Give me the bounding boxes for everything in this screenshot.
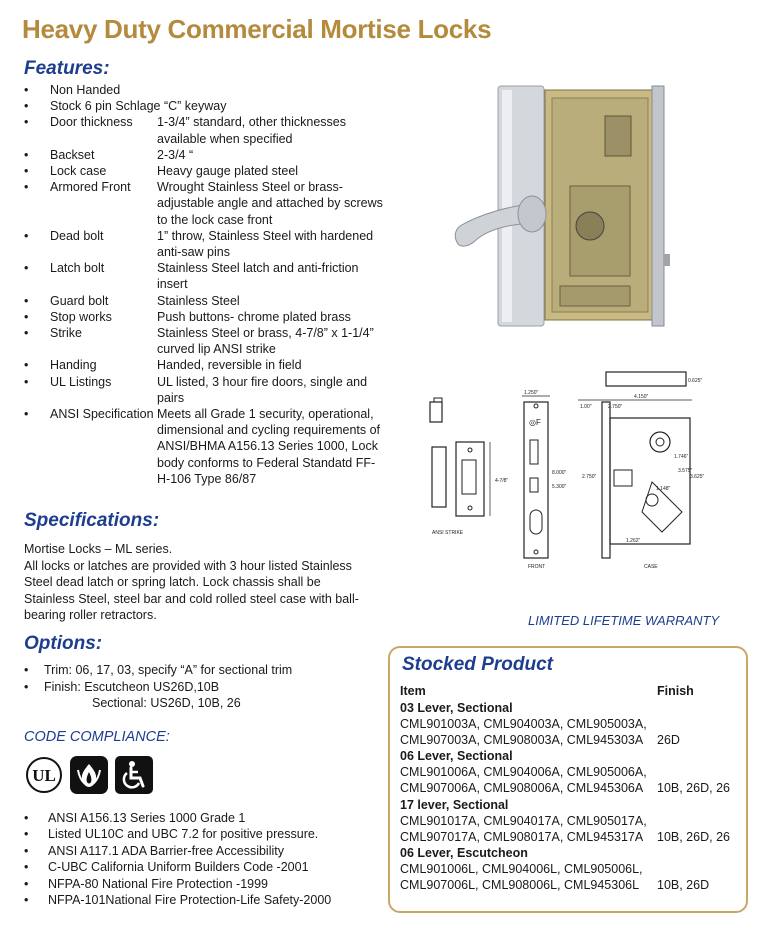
bullet: • — [24, 99, 29, 114]
product-codes-line: CML901003A, CML904003A, CML905003A, — [400, 717, 647, 732]
product-codes-line: CML901017A, CML904017A, CML905017A, — [400, 813, 647, 828]
wheelchair-icon — [115, 756, 153, 794]
feature-label: Backset — [50, 147, 95, 162]
options-heading: Options: — [24, 633, 103, 654]
feature-row — [24, 114, 384, 146]
bullet: • — [24, 876, 29, 891]
code-item — [24, 876, 374, 892]
product-codes-line: CML901006A, CML904006A, CML905006A, — [400, 765, 647, 780]
code-item — [24, 826, 374, 842]
top-dim-label: 1.250" — [524, 390, 539, 396]
product-codes-row — [400, 877, 740, 893]
feature-label: Handing — [50, 358, 97, 373]
feature-label: Guard bolt — [50, 293, 109, 308]
code-item — [24, 843, 374, 859]
feature-value: Push buttons- chrome plated brass — [157, 309, 351, 324]
page-title: Heavy Duty Commercial Mortise Locks — [22, 14, 492, 44]
bullet: • — [24, 83, 29, 97]
item-column-header: Item — [400, 684, 426, 698]
bullet: • — [24, 827, 29, 842]
option-trim-text: Trim: 06, 17, 03, specify “A” for sectional trim — [44, 663, 293, 677]
stocked-product-heading: Stocked Product — [402, 654, 553, 675]
feature-value: 2-3/4 “ — [157, 147, 194, 162]
spec-description: All locks or latches are provided with 3 hour listed Stainless Steel dead latch or spring latch. Lock chassis shall be Stainless Steel, steel bar and cold rolled steel case with ball-bearing roller retractors. — [24, 558, 359, 622]
feature-value: 1-3/4” standard, other thicknesses available when specified — [157, 115, 346, 146]
strike-height-label: 4-7/8" — [495, 478, 509, 484]
features-list — [24, 82, 384, 487]
feature-row — [24, 357, 384, 373]
feature-label: Lock case — [50, 164, 107, 179]
code-item-text: ANSI A156.13 Series 1000 Grade 1 — [48, 811, 246, 825]
ul-listed-icon — [25, 756, 63, 794]
code-item — [24, 810, 374, 826]
bullet: • — [24, 811, 29, 825]
feature-row — [24, 309, 384, 325]
product-group-title: 17 lever, Sectional — [400, 797, 509, 812]
bullet: • — [24, 228, 29, 243]
code-item — [24, 892, 374, 908]
case-h2-label: 3.575" — [678, 468, 693, 474]
bullet: • — [24, 147, 29, 162]
feature-label: Armored Front — [50, 180, 131, 195]
mortise-lock-photo — [440, 76, 670, 336]
product-group-title: 06 Lever, Escutcheon — [400, 845, 528, 860]
code-compliance-heading: CODE COMPLIANCE: — [24, 729, 170, 745]
feature-row — [24, 260, 384, 292]
product-finish: 26D — [657, 733, 680, 748]
specifications-heading: Specifications: — [24, 510, 160, 531]
front-h2-label: 5.300" — [552, 484, 567, 490]
product-codes-row — [400, 732, 740, 748]
case-width-label: 4.150" — [634, 394, 649, 400]
feature-row — [24, 228, 384, 260]
front-h1-label: 8.000" — [552, 470, 567, 476]
product-codes-line: CML907006A, CML908006A, CML945306A — [400, 781, 644, 796]
feature-row — [24, 374, 384, 406]
bullet: • — [24, 860, 29, 875]
product-codes-row — [400, 780, 740, 796]
code-item-text: Listed UL10C and UBC 7.2 for positive pressure. — [48, 827, 319, 842]
strike-label: ANSI STRIKE — [432, 530, 464, 536]
bullet: • — [24, 843, 29, 858]
feature-value: Stainless Steel or brass, 4-7/8” x 1-1/4” curved lip ANSI strike — [157, 326, 374, 357]
warranty-text: LIMITED LIFETIME WARRANTY — [528, 613, 720, 628]
feature-row — [24, 179, 384, 228]
option-finish: • Finish: Escutcheon US26D,10B — [24, 679, 220, 694]
product-codes-line: CML907003A, CML908003A, CML945303A — [400, 733, 644, 748]
product-group-title: 03 Lever, Sectional — [400, 701, 513, 715]
bullet: • — [24, 115, 29, 130]
finish-column-header: Finish — [657, 684, 694, 698]
flame-icon — [70, 756, 108, 794]
feature-label: UL Listings — [50, 374, 112, 389]
code-item-text: ANSI A117.1 ADA Barrier-free Accessibility — [48, 843, 284, 858]
case-d2-label: 1.148" — [656, 486, 671, 492]
svg-text:UL: UL — [32, 766, 56, 785]
feature-value: Heavy gauge plated steel — [157, 164, 299, 179]
svg-text:◎F: ◎F — [529, 418, 541, 427]
bullet: • — [24, 893, 29, 908]
options-list — [24, 662, 374, 712]
feature-row — [24, 293, 384, 309]
option-trim: • Trim: 06, 17, 03, specify “A” for sectional trim — [24, 663, 293, 677]
feature-value: Handed, reversible in field — [157, 358, 302, 373]
product-codes-line: CML901006L, CML904006L, CML905006L, — [400, 861, 643, 876]
feature-label: Dead bolt — [50, 228, 104, 243]
code-item-text: NFPA-80 National Fire Protection -1999 — [48, 876, 269, 891]
technical-drawing — [412, 362, 712, 577]
feature-value: Meets all Grade 1 security, operational, dimensional and cycling requirements of ANSI/BHMA A156.13 Series 1000, Lock body conforms to Federal Standatd FF-H-106 Type 86/87 — [157, 407, 381, 486]
bullet: • — [24, 326, 29, 341]
option-sectional: Sectional: US26D, 10B, 26 — [92, 696, 241, 710]
feature-label: Latch bolt — [50, 261, 105, 276]
feature-row — [24, 406, 384, 487]
feature-label: Strike — [50, 326, 82, 341]
code-compliance-list — [24, 810, 374, 908]
backset-label: 2.750" — [608, 404, 623, 410]
thickness-label: 0.625" — [688, 378, 703, 384]
stocked-product-box — [388, 646, 748, 913]
code-item — [24, 859, 374, 875]
bullet: • — [24, 407, 29, 422]
feature-label: Stock 6 pin Schlage “C” keyway — [50, 99, 227, 114]
case-h1-label: 3.625" — [690, 474, 705, 480]
option-finish-text: Finish: Escutcheon US26D,10B — [44, 679, 220, 694]
feature-value: Stainless Steel — [157, 293, 240, 308]
product-codes-line: CML907017A, CML908017A, CML945317A — [400, 829, 644, 844]
bottom-dim-label: 1.262" — [626, 538, 641, 544]
feature-value: 1” throw, Stainless Steel with hardened anti-saw pins — [157, 228, 374, 260]
product-codes-row — [400, 829, 740, 845]
feature-label: Stop works — [50, 309, 112, 324]
front-label: FRONT — [528, 564, 546, 570]
feature-value: Stainless Steel latch and anti-friction insert — [157, 261, 359, 292]
certification-icons — [25, 756, 153, 794]
bullet: • — [24, 293, 29, 308]
case-h3-label: 2.750" — [582, 474, 597, 480]
feature-label: Door thickness — [50, 115, 133, 130]
bullet: • — [24, 180, 29, 195]
product-finish: 10B, 26D, 26 — [657, 829, 730, 844]
bullet: • — [24, 374, 29, 389]
case-d1-label: 1.746" — [674, 454, 689, 460]
code-item-text: NFPA-101National Fire Protection-Life Safety-2000 — [48, 893, 332, 908]
feature-row — [24, 163, 384, 179]
bullet: • — [24, 261, 29, 276]
spec-series: Mortise Locks – ML series. — [24, 542, 173, 556]
stocked-product-list — [400, 700, 740, 893]
product-group-title: 06 Lever, Sectional — [400, 749, 513, 764]
feature-row — [24, 325, 384, 357]
code-item-text: C-UBC California Uniform Builders Code -2001 — [48, 860, 309, 875]
bullet: • — [24, 358, 29, 373]
feature-row — [24, 147, 384, 163]
product-finish: 10B, 26D, 26 — [657, 781, 730, 796]
product-finish: 10B, 26D — [657, 878, 710, 893]
features-heading: Features: — [24, 58, 110, 79]
specifications-text — [24, 541, 369, 624]
feature-row — [24, 82, 384, 98]
feature-value: UL listed, 3 hour fire doors, single and pairs — [157, 374, 368, 405]
feature-label: Non Handed — [50, 83, 121, 97]
bullet: • — [24, 309, 29, 324]
feature-label: ANSI Specification — [50, 407, 154, 422]
product-codes-line: CML907006L, CML908006L, CML945306L — [400, 878, 640, 893]
bullet: • — [24, 164, 29, 179]
feature-value: Wrought Stainless Steel or brass- adjustable angle and attached by screws to the lock case front — [157, 180, 383, 227]
feature-row — [24, 98, 384, 114]
side-dim-label: 1.00" — [580, 404, 592, 410]
case-label: CASE — [644, 564, 658, 570]
